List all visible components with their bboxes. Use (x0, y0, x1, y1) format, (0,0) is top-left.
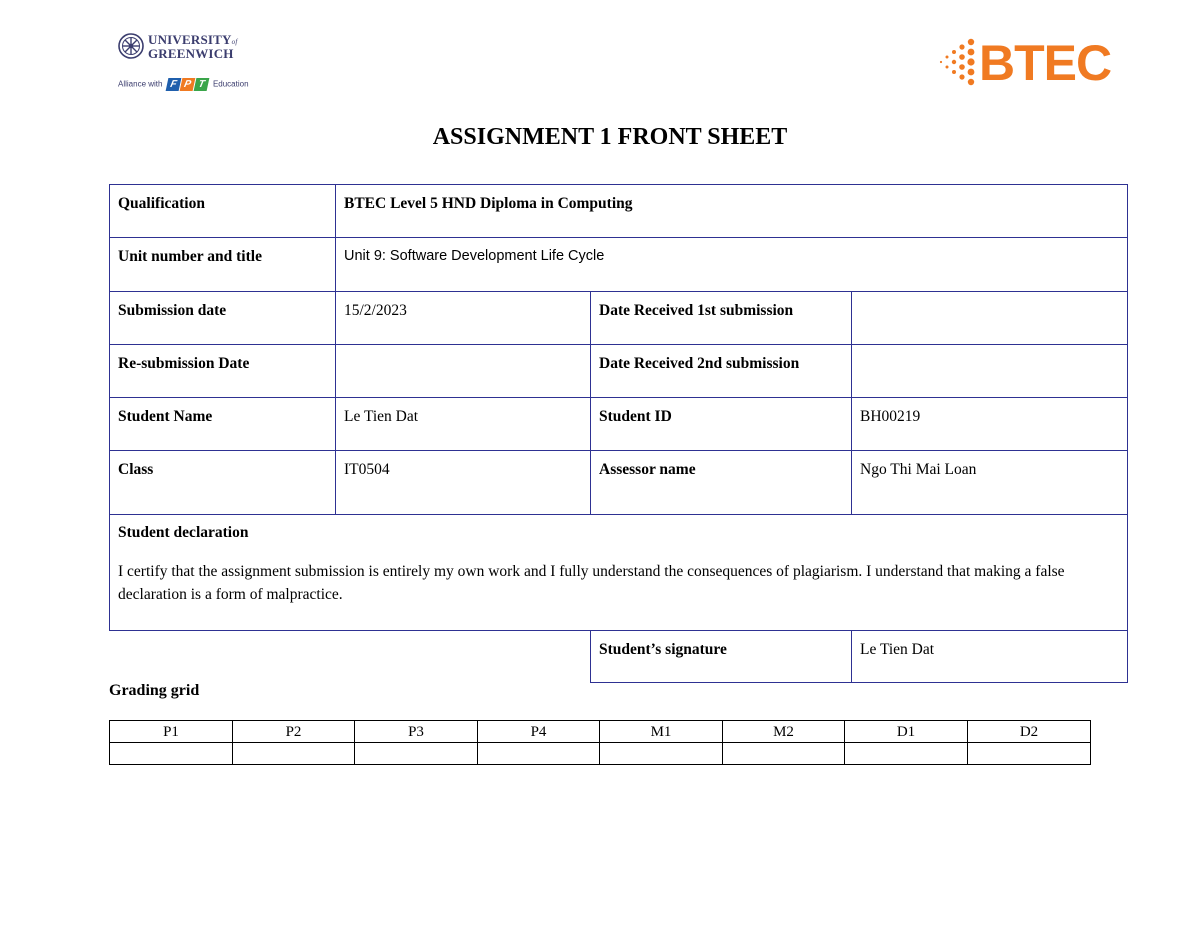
signature-row (110, 631, 1128, 683)
university-seal-icon (118, 33, 144, 59)
declaration-cell (110, 515, 1128, 631)
grade-value-d1 (845, 743, 968, 765)
date-received-1-label: Date Received 1st submission (591, 292, 852, 345)
date-received-2-value (852, 345, 1128, 398)
grading-header-row (110, 721, 1091, 743)
grade-value-p2 (233, 743, 355, 765)
grade-header-p2: P2 (233, 721, 355, 743)
alliance-line: Alliance with F P T Education (118, 79, 249, 90)
assessor-value: Ngo Thi Mai Loan (852, 451, 1128, 515)
class-label: Class (110, 451, 336, 515)
front-sheet-table (109, 184, 1128, 683)
grade-value-p1 (110, 743, 233, 765)
student-name-label: Student Name (110, 398, 336, 451)
grade-value-p3 (355, 743, 478, 765)
declaration-heading: Student declaration (118, 524, 249, 541)
grade-header-p4: P4 (478, 721, 600, 743)
fpt-logo: F P T (167, 78, 209, 91)
grade-header-d1: D1 (845, 721, 968, 743)
declaration-row (110, 515, 1128, 631)
qualification-row (110, 185, 1128, 238)
grade-value-m2 (723, 743, 845, 765)
submission-date-label: Submission date (110, 292, 336, 345)
resubmission-date-label: Re-submission Date (110, 345, 336, 398)
class-row (110, 451, 1128, 515)
btec-wordmark: BTEC (979, 35, 1112, 91)
declaration-text: I certify that the assignment submission is entirely my own work and I fully understand the consequences of plagiarism. I understand that making a false declaration is a form of malpractice. (118, 563, 1065, 603)
university-wordmark: UNIVERSITYof GREENWICH (148, 32, 238, 61)
grade-value-d2 (968, 743, 1091, 765)
submission-row (110, 292, 1128, 345)
unit-value: Unit 9: Software Development Life Cycle (336, 238, 1128, 292)
btec-dots-icon (935, 36, 975, 92)
grade-header-d2: D2 (968, 721, 1091, 743)
grading-grid-title: Grading grid (109, 682, 200, 699)
grade-header-p1: P1 (110, 721, 233, 743)
submission-date-value: 15/2/2023 (336, 292, 591, 345)
signature-value: Le Tien Dat (852, 631, 1128, 683)
assessor-label: Assessor name (591, 451, 852, 515)
grading-value-row (110, 743, 1091, 765)
student-name-value: Le Tien Dat (336, 398, 591, 451)
student-row (110, 398, 1128, 451)
class-value: IT0504 (336, 451, 591, 515)
unit-row (110, 238, 1128, 292)
resubmission-date-value (336, 345, 591, 398)
signature-spacer (110, 631, 591, 683)
grade-header-m2: M2 (723, 721, 845, 743)
grading-grid (109, 720, 1091, 765)
student-id-value: BH00219 (852, 398, 1128, 451)
btec-logo (935, 34, 1125, 94)
qualification-label: Qualification (110, 185, 336, 238)
grade-header-p3: P3 (355, 721, 478, 743)
grade-value-m1 (600, 743, 723, 765)
signature-label: Student’s signature (591, 631, 852, 683)
date-received-2-label: Date Received 2nd submission (591, 345, 852, 398)
university-logo (118, 33, 258, 95)
student-id-label: Student ID (591, 398, 852, 451)
resubmission-row (110, 345, 1128, 398)
qualification-value: BTEC Level 5 HND Diploma in Computing (336, 185, 1128, 238)
date-received-1-value (852, 292, 1128, 345)
unit-label: Unit number and title (110, 238, 336, 292)
grade-value-p4 (478, 743, 600, 765)
page-title: ASSIGNMENT 1 FRONT SHEET (432, 124, 788, 150)
grade-header-m1: M1 (600, 721, 723, 743)
